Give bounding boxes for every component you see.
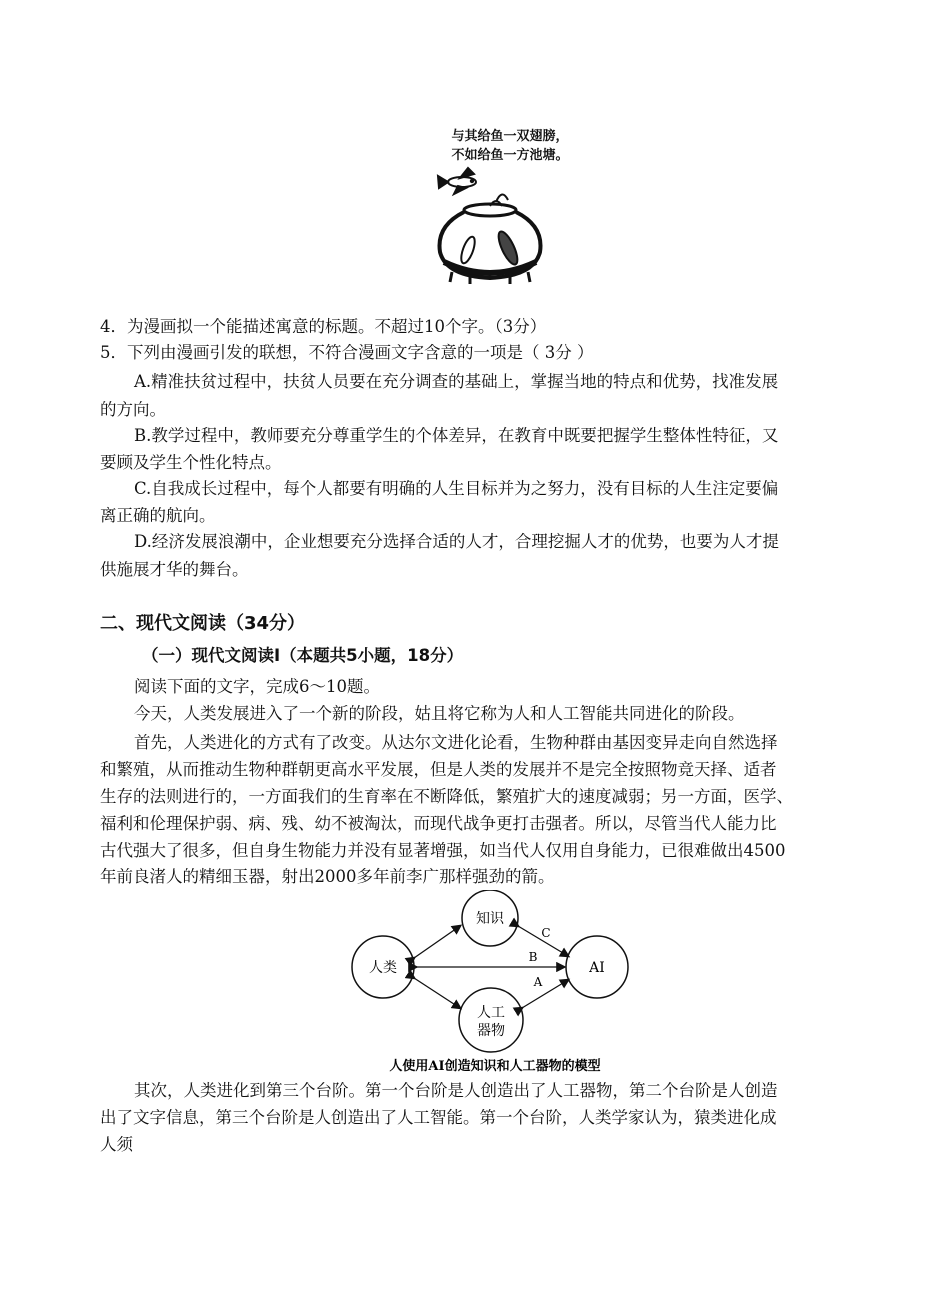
question-5-stem: 5．下列由漫画引发的联想，不符合漫画文字含意的一项是（ 3分 ）: [100, 343, 594, 362]
option-c-line2: 离正确的航向。: [100, 506, 216, 525]
arrow-human-artifact: [414, 978, 460, 1008]
arrow-a-label: A: [533, 975, 543, 989]
node-artifact-label-1: 人工: [477, 1005, 505, 1021]
paragraph-3-line: 人须: [100, 1135, 133, 1154]
flying-fish-icon: [438, 168, 476, 194]
paragraph-3-line: 其次，人类进化到第三个台阶。第一个台阶是人创造出了人工器物，第二个台阶是人创造: [134, 1081, 778, 1100]
paragraph-2-line: 生存的法则进行的，一方面我们的生育率在不断降低，繁殖扩大的速度减弱；另一方面，医学、: [100, 787, 793, 806]
option-b-line2: 要顾及学生个性化特点。: [100, 453, 282, 472]
arrow-c-label: C: [541, 926, 551, 940]
option-d-line2: 供施展才华的舞台。: [100, 560, 249, 579]
section-heading: 二、现代文阅读（34分）: [100, 613, 306, 634]
option-a-line1: A.精准扶贫过程中，扶贫人员要在充分调查的基础上，掌握当地的特点和优势，找准发展: [134, 372, 779, 391]
option-b-line1: B.教学过程中，教师要充分尊重学生的个体差异，在教育中既要把握学生整体性特征，又: [134, 426, 779, 445]
paragraph-3-line: 出了文字信息，第三个台阶是人创造出了人工智能。第一个台阶，人类学家认为，猿类进化成: [100, 1108, 777, 1127]
arrow-a: [522, 980, 568, 1008]
paragraph-2-line: 年前良渚人的精细玉器，射出2000多年前李广那样强劲的箭。: [100, 867, 555, 886]
paragraph-2-line: 福利和伦理保护弱、病、残、幼不被淘汰，而现代战争更打击强者。所以，尽管当代人能力比: [100, 814, 777, 833]
arrow-human-knowledge: [414, 926, 460, 958]
fishbowl-cartoon-image: [430, 166, 560, 286]
paragraph-2-line: 和繁殖，从而推动生物种群朝更高水平发展，但是人类的发展并不是完全按照物竞天择、适者: [100, 760, 777, 779]
paragraph-2-line: 首先，人类进化的方式有了改变。从达尔文进化论看，生物种群由基因变异走向自然选择: [134, 733, 778, 752]
question-4: 4．为漫画拟一个能描述寓意的标题。不超过10个字。（3分）: [100, 317, 547, 336]
fishbowl-icon: [440, 204, 541, 284]
node-ai-label: AI: [589, 960, 605, 976]
diagram-caption: 人使用AI创造知识和人工器物的模型: [389, 1059, 601, 1074]
paragraph-1: 今天，人类发展进入了一个新的阶段，姑且将它称为人和人工智能共同进化的阶段。: [134, 704, 745, 723]
node-artifact-label-2: 器物: [477, 1023, 505, 1039]
option-a-line2: 的方向。: [100, 400, 166, 419]
ai-model-diagram: [350, 890, 640, 1080]
node-human-label: 人类: [369, 960, 397, 976]
reading-instruction: 阅读下面的文字，完成6～10题。: [134, 677, 380, 696]
option-c-line1: C.自我成长过程中，每个人都要有明确的人生目标并为之努力，没有目标的人生注定要偏: [134, 479, 779, 498]
option-d-line1: D.经济发展浪潮中，企业想要充分选择合适的人才，合理挖掘人才的优势，也要为人才提: [134, 532, 779, 551]
node-knowledge-label: 知识: [476, 911, 504, 927]
cartoon-caption-line2: 不如给鱼一方池塘。: [451, 148, 569, 163]
cartoon-caption-line1: 与其给鱼一双翅膀，: [451, 129, 569, 144]
paragraph-2-line: 古代强大了很多，但自身生物能力并没有显著增强，如当代人仅用自身能力，已很难做出4500: [100, 841, 786, 860]
subsection-heading: （一）现代文阅读Ⅰ（本题共5小题，18分）: [142, 646, 464, 665]
arrow-b-label: B: [528, 950, 538, 964]
